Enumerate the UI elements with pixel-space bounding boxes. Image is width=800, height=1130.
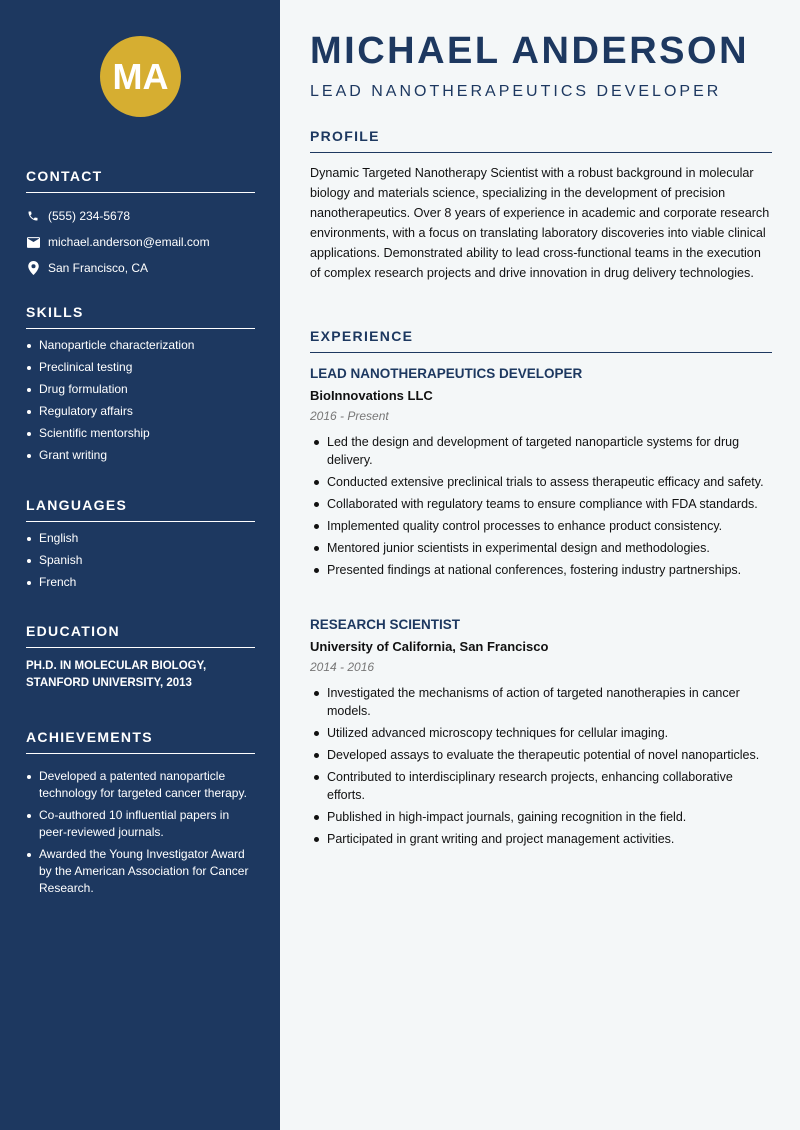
- job-bullet: Mentored junior scientists in experimental design and methodologies.: [310, 539, 772, 557]
- profile-heading: PROFILE: [310, 128, 772, 153]
- avatar: [100, 36, 181, 117]
- language-item: Spanish: [26, 552, 255, 569]
- skill-item: Scientific mentorship: [26, 425, 255, 442]
- profile-text: Dynamic Targeted Nanotherapy Scientist with a robust background in molecular biology and materials science, specializing in the development of precision nanotherapeutics. Over 8 years of experience in academic and corporate research environments, with a focus on translating laboratory discoveries into viable clinical applications. Demonstrated ability to lead cross-functional teams in the execution of complex research projects and drive innovation in drug delivery technologies.: [310, 166, 770, 280]
- job-dates: 2014 - 2016: [310, 660, 375, 674]
- phone-icon: [26, 209, 40, 223]
- job-bullet: Presented findings at national conferences, fostering industry partnerships.: [310, 561, 772, 579]
- achievement-item: Co-authored 10 influential papers in peer-reviewed journals.: [26, 807, 255, 841]
- job-bullet: Utilized advanced microscopy techniques for cellular imaging.: [310, 724, 772, 742]
- skill-item: Grant writing: [26, 447, 255, 464]
- job-bullet: Investigated the mechanisms of action of targeted nanotherapies in cancer models.: [310, 684, 772, 720]
- skill-item: Regulatory affairs: [26, 403, 255, 420]
- job-entry: [310, 617, 772, 852]
- education-section: [26, 623, 255, 692]
- education-heading: EDUCATION: [26, 623, 255, 648]
- job-bullet: Contributed to interdisciplinary research projects, enhancing collaborative efforts.: [310, 768, 772, 804]
- job-bullet: Collaborated with regulatory teams to ensure compliance with FDA standards.: [310, 495, 772, 513]
- skill-item: Nanoparticle characterization: [26, 337, 255, 354]
- job-bullet: Led the design and development of targeted nanoparticle systems for drug delivery.: [310, 433, 772, 469]
- job-bullets: [310, 433, 772, 579]
- job-bullet: Published in high-impact journals, gaining recognition in the field.: [310, 808, 772, 826]
- sidebar: [0, 0, 280, 1130]
- achievements-heading: ACHIEVEMENTS: [26, 729, 255, 754]
- experience-section: [310, 328, 772, 353]
- job-bullet: Participated in grant writing and project management activities.: [310, 830, 772, 848]
- skills-section: [26, 304, 255, 469]
- language-item: French: [26, 574, 255, 591]
- languages-section: [26, 497, 255, 596]
- job-dates: 2016 - Present: [310, 409, 389, 423]
- job-bullet: Implemented quality control processes to enhance product consistency.: [310, 517, 772, 535]
- location-text: San Francisco, CA: [48, 261, 149, 275]
- achievements-section: [26, 729, 255, 902]
- location-pin-icon: [26, 261, 40, 275]
- language-item: English: [26, 530, 255, 547]
- education-degree: PH.D. IN MOLECULAR BIOLOGY, STANFORD UNIVERSITY, 2013: [26, 660, 207, 689]
- candidate-title: LEAD NANOTHERAPEUTICS DEVELOPER: [310, 83, 722, 100]
- achievement-item: Developed a patented nanoparticle technology for targeted cancer therapy.: [26, 768, 255, 802]
- job-title: RESEARCH SCIENTIST: [310, 617, 461, 632]
- job-company: University of California, San Francisco: [310, 639, 549, 654]
- contact-email: [26, 229, 255, 255]
- contact-phone: [26, 203, 255, 229]
- job-bullet: Conducted extensive preclinical trials to assess therapeutic efficacy and safety.: [310, 473, 772, 491]
- achievement-item: Awarded the Young Investigator Award by the American Association for Cancer Research.: [26, 846, 255, 897]
- skill-item: Drug formulation: [26, 381, 255, 398]
- job-title: LEAD NANOTHERAPEUTICS DEVELOPER: [310, 366, 583, 381]
- job-bullet: Developed assays to evaluate the therapeutic potential of novel nanoparticles.: [310, 746, 772, 764]
- job-bullets: [310, 684, 772, 848]
- languages-heading: LANGUAGES: [26, 497, 255, 522]
- contact-location: [26, 255, 255, 281]
- avatar-initials: MA: [112, 55, 169, 97]
- candidate-name: MICHAEL ANDERSON: [310, 30, 750, 72]
- skills-heading: SKILLS: [26, 304, 255, 329]
- contact-list: [26, 203, 255, 281]
- skill-item: Preclinical testing: [26, 359, 255, 376]
- email-icon: [26, 235, 40, 249]
- languages-list: [26, 530, 255, 591]
- experience-heading: EXPERIENCE: [310, 328, 772, 353]
- profile-section: [310, 128, 772, 283]
- contact-heading: CONTACT: [26, 168, 255, 193]
- skills-list: [26, 337, 255, 464]
- job-company: BioInnovations LLC: [310, 388, 433, 403]
- email-text[interactable]: michael.anderson@email.com: [48, 235, 210, 249]
- achievements-list: [26, 768, 255, 897]
- phone-text: (555) 234-5678: [48, 209, 131, 223]
- job-entry: [310, 366, 772, 583]
- contact-section: [26, 168, 255, 281]
